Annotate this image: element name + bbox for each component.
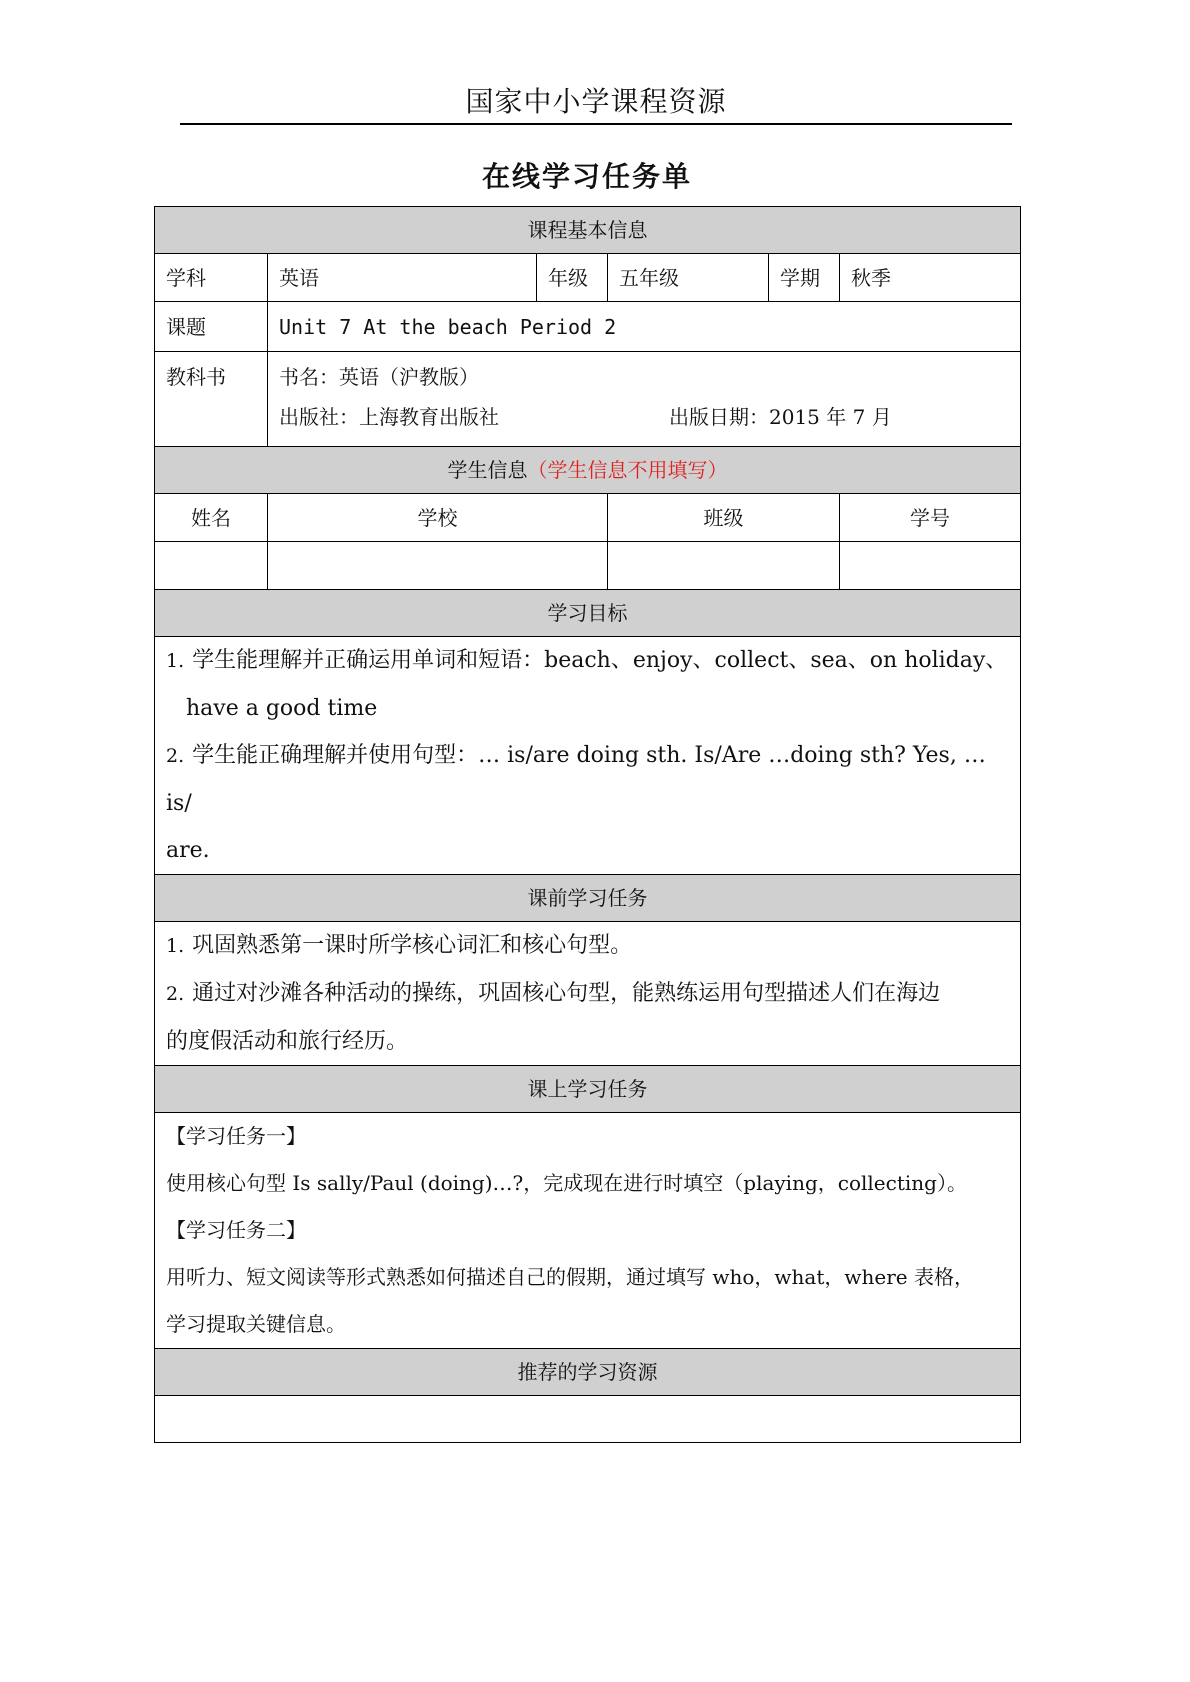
objective-item-cont: are. bbox=[166, 838, 210, 863]
task2-text-cont: 学习提取关键信息。 bbox=[166, 1312, 346, 1336]
col-name: 姓名 bbox=[155, 494, 268, 542]
topic-label: 课题 bbox=[155, 302, 268, 352]
name-field[interactable] bbox=[155, 542, 268, 590]
term-value: 秋季 bbox=[840, 254, 1021, 302]
publisher: 出版社：上海教育出版社 bbox=[279, 405, 499, 429]
section-basic-info: 课程基本信息 bbox=[155, 207, 1021, 254]
term-label: 学期 bbox=[769, 254, 840, 302]
topic-value: Unit 7 At the beach Period 2 bbox=[268, 302, 1021, 352]
class-field[interactable] bbox=[608, 542, 840, 590]
student-info-title: 学生信息 bbox=[447, 458, 528, 482]
task2-title: 【学习任务二】 bbox=[166, 1218, 306, 1242]
pre-tasks-list bbox=[155, 922, 1021, 1066]
pre-task-item: 1. 巩固熟悉第一课时所学核心词汇和核心句型。 bbox=[166, 933, 633, 958]
col-class: 班级 bbox=[608, 494, 840, 542]
publish-date: 出版日期：2015 年 7 月 bbox=[669, 405, 892, 429]
objective-item-cont: have a good time bbox=[186, 696, 378, 721]
section-pre-tasks: 课前学习任务 bbox=[155, 875, 1021, 922]
section-resources: 推荐的学习资源 bbox=[155, 1349, 1021, 1396]
task1-text: 使用核心句型 Is sally/Paul (doing)…?，完成现在进行时填空（playing，collecting）。 bbox=[166, 1171, 967, 1195]
subject-value: 英语 bbox=[268, 254, 537, 302]
page-title: 在线学习任务单 bbox=[481, 160, 692, 193]
section-class-tasks: 课上学习任务 bbox=[155, 1066, 1021, 1113]
pre-task-item-cont: 的度假活动和旅行经历。 bbox=[166, 1029, 409, 1054]
objective-item: 2. 学生能正确理解并使用句型：… is/are doing sth. Is/Are …doing sth? Yes, …is/ bbox=[166, 743, 986, 816]
book-name: 书名：英语（沪教版） bbox=[279, 365, 479, 389]
task2-text: 用听力、短文阅读等形式熟悉如何描述自己的假期，通过填写 who，what，where 表格， bbox=[166, 1265, 974, 1289]
section-objectives: 学习目标 bbox=[155, 590, 1021, 637]
student-id-field[interactable] bbox=[840, 542, 1021, 590]
site-header: 国家中小学课程资源 bbox=[465, 85, 727, 118]
section-student-info bbox=[155, 447, 1021, 494]
task1-title: 【学习任务一】 bbox=[166, 1124, 306, 1148]
objectives-list bbox=[155, 637, 1021, 875]
objective-item: 1. 学生能理解并正确运用单词和短语：beach、enjoy、collect、sea、on holiday、 bbox=[166, 648, 1008, 673]
textbook-label: 教科书 bbox=[155, 352, 268, 447]
class-tasks-list bbox=[155, 1113, 1021, 1349]
grade-label: 年级 bbox=[537, 254, 608, 302]
school-field[interactable] bbox=[268, 542, 608, 590]
student-info-note: （学生信息不用填写） bbox=[527, 458, 728, 482]
col-student-id: 学号 bbox=[840, 494, 1021, 542]
subject-label: 学科 bbox=[155, 254, 268, 302]
resources-content bbox=[155, 1396, 1021, 1443]
grade-value: 五年级 bbox=[608, 254, 769, 302]
task-sheet-table bbox=[154, 206, 1021, 1443]
pre-task-item: 2. 通过对沙滩各种活动的操练，巩固核心句型，能熟练运用句型描述人们在海边 bbox=[166, 981, 941, 1006]
textbook-info bbox=[268, 352, 1021, 447]
header-divider bbox=[180, 123, 1012, 125]
col-school: 学校 bbox=[268, 494, 608, 542]
